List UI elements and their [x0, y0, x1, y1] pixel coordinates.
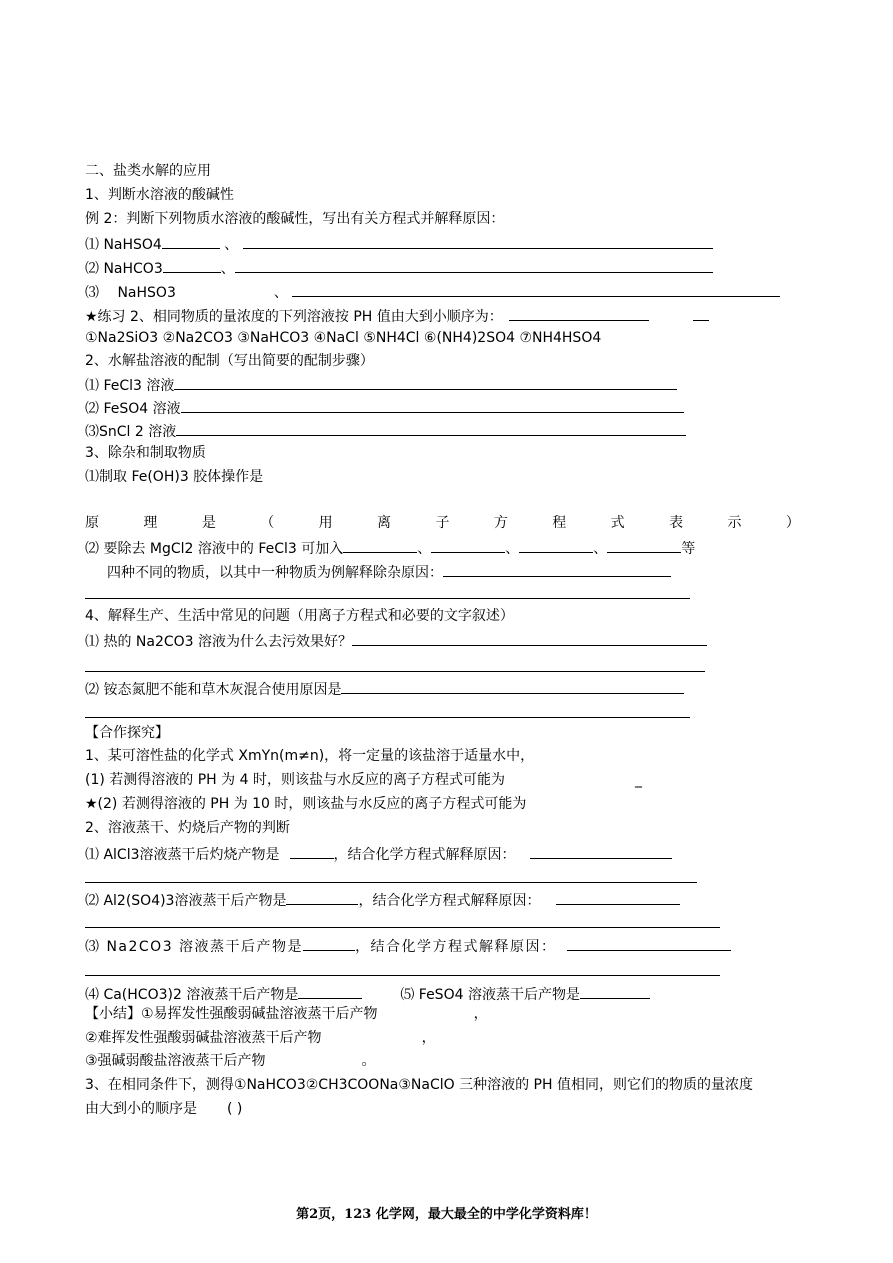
life-question-2-text: ⑵ 铵态氮肥不能和草木灰混合使用原因是 — [85, 682, 342, 698]
coop-question-1: 1、某可溶性盐的化学式 XmYn(m≠n)，将一定量的该盐溶于适量水中， — [85, 748, 535, 764]
practice-2-text: ★练习 2、相同物质的量浓度的下列溶液按 PH 值由大到小顺序为： — [85, 309, 503, 325]
separator: 、 — [224, 237, 239, 253]
answer-blank[interactable] — [85, 867, 697, 883]
question-1 — [85, 233, 713, 255]
feoh3-colloid: ⑴制取 Fe(OH)3 胶体操作是 — [85, 469, 264, 485]
life-question-1 — [85, 630, 707, 652]
principle-char: 子 — [435, 515, 450, 531]
answer-line — [85, 960, 720, 982]
evap-alcl3 — [85, 843, 672, 865]
prep-fecl3-label: ⑴ FeCl3 溶液 — [85, 378, 175, 394]
remove-fecl3-end: 等 — [681, 541, 696, 557]
answer-blank[interactable] — [235, 257, 713, 273]
question-3-formula: NaHSO3 — [117, 285, 176, 301]
answer-parentheses[interactable]: ( ) — [227, 1101, 243, 1117]
life-question-1-text: ⑴ 热的 Na2CO3 溶液为什么去污效果好？ — [85, 634, 353, 650]
question-3 — [85, 281, 780, 303]
answer-blank[interactable] — [556, 889, 680, 905]
answer-blank[interactable] — [519, 537, 593, 553]
principle-char: 方 — [493, 515, 508, 531]
answer-blank[interactable] — [607, 537, 681, 553]
separator: 、 — [273, 285, 288, 301]
principle-char: 离 — [377, 515, 392, 531]
principle-char: 理 — [143, 515, 158, 531]
heading-acidity: 1、判断水溶液的酸碱性 — [85, 187, 234, 203]
summary-1 — [85, 1004, 488, 1024]
answer-blank[interactable] — [290, 843, 334, 859]
answer-blank[interactable] — [85, 960, 720, 976]
heading-purification: 3、除杂和制取物质 — [85, 445, 206, 461]
evap-al2so43-reason: ，结合化学方程式解释原因： — [358, 893, 541, 909]
coop-question-1b: ★(2) 若测得溶液的 PH 为 10 时，则该盐与水反应的离子方程式可能为 — [85, 796, 527, 812]
evap-al2so43 — [85, 889, 680, 911]
principle-char: 表 — [669, 515, 684, 531]
coop-question-1a-text: (1) 若测得溶液的 PH 为 4 时，则该盐与水反应的离子方程式可能为 — [85, 772, 505, 788]
prep-feso4-label: ⑵ FeSO4 溶液 — [85, 401, 181, 417]
coop-question-1a — [85, 770, 642, 790]
evap-alcl3-reason: ，结合化学方程式解释原因： — [333, 847, 516, 863]
answer-line — [85, 912, 720, 934]
evap-alcl3-text: ⑴ AlCl3溶液蒸干后灼烧产物是 — [85, 847, 280, 863]
question-2 — [85, 257, 713, 279]
comma: ， — [473, 1006, 488, 1022]
prep-feso4 — [85, 397, 684, 419]
principle-char: 式 — [610, 515, 625, 531]
answer-blank[interactable] — [292, 281, 780, 297]
summary-1-text: 【小结】①易挥发性强酸弱碱盐溶液蒸干后产物 — [85, 1006, 378, 1022]
answer-blank[interactable] — [303, 935, 355, 951]
coop-question-3-end — [85, 1099, 242, 1119]
question-2-label: ⑵ NaHCO3 — [85, 261, 163, 277]
separator: 、 — [220, 261, 235, 277]
answer-line — [85, 583, 690, 605]
answer-blank[interactable] — [85, 583, 690, 599]
answer-blank[interactable] — [181, 397, 684, 413]
answer-blank[interactable] — [530, 843, 672, 859]
answer-blank[interactable] — [85, 912, 720, 928]
answer-blank[interactable] — [693, 305, 709, 321]
question-3-label: ⑶ — [85, 285, 104, 301]
principle-char: 原 — [85, 515, 99, 531]
principle-char: ） — [785, 515, 800, 531]
summary-3 — [85, 1051, 376, 1071]
evap-cahco32-text: ⑷ Ca(HCO3)2 溶液蒸干后产物是 — [85, 987, 299, 1003]
heading-daily-life: 4、解释生产、生活中常见的问题（用离子方程式和必要的文字叙述） — [85, 608, 514, 624]
page-footer: 第2页，123 化学网，最大最全的中学化学资料库！ — [296, 1207, 597, 1222]
section-title: 二、盐类水解的应用 — [85, 163, 211, 179]
question-1-label: ⑴ NaHSO4 — [85, 237, 162, 253]
coop-question-3: 3、在相同条件下，测得①NaHCO3②CH3COONa③NaClO 三种溶液的 PH 值相同，则它们的物质的量浓度 — [85, 1077, 753, 1093]
principle-char: 是 — [201, 515, 216, 531]
separator: 、 — [505, 541, 520, 557]
answer-blank[interactable] — [343, 537, 417, 553]
remove-fecl3-text: ⑵ 要除去 MgCl2 溶液中的 FeCl3 可加入 — [85, 541, 344, 557]
heading-preparation: 2、水解盐溶液的配制（写出简要的配制步骤） — [85, 353, 374, 369]
period: 。 — [361, 1053, 376, 1069]
answer-line — [85, 656, 705, 678]
answer-blank[interactable] — [243, 233, 713, 249]
evap-na2co3 — [85, 935, 731, 957]
principle-line — [85, 513, 800, 533]
summary-2-text: ②难挥发性强酸弱碱盐溶液蒸干后产物 — [85, 1030, 322, 1046]
prep-fecl3 — [85, 374, 677, 396]
prep-sncl2 — [85, 420, 686, 442]
heading-evaporation: 2、溶液蒸干、灼烧后产物的判断 — [85, 820, 290, 836]
principle-char: （ — [260, 515, 275, 531]
comma: ， — [421, 1030, 436, 1046]
life-question-2 — [85, 678, 684, 700]
heading-cooperation: 【合作探究】 — [85, 725, 169, 741]
answer-blank[interactable] — [443, 561, 671, 577]
evap-feso4-text: ⑸ FeSO4 溶液蒸干后产物是 — [400, 987, 580, 1003]
four-substances — [107, 561, 671, 583]
answer-blank[interactable] — [162, 233, 220, 249]
answer-blank[interactable] — [298, 983, 362, 999]
principle-char: 示 — [727, 515, 742, 531]
answer-blank[interactable] — [85, 702, 690, 718]
four-substances-text: 四种不同的物质，以其中一种物质为例解释除杂原因： — [107, 565, 443, 581]
answer-blank[interactable] — [509, 305, 649, 321]
evap-na2co3-text: ⑶ Na2CO3 溶液蒸干后产物是 — [85, 939, 304, 955]
answer-blank[interactable] — [176, 420, 686, 436]
answer-blank[interactable] — [352, 630, 707, 646]
principle-char: 用 — [318, 515, 333, 531]
principle-char: 程 — [552, 515, 567, 531]
answer-line — [85, 702, 690, 724]
answer-blank[interactable]: _ — [634, 772, 642, 788]
separator: 、 — [417, 541, 432, 557]
separator: 、 — [593, 541, 608, 557]
answer-blank[interactable] — [341, 678, 684, 694]
evap-al2so43-text: ⑵ Al2(SO4)3溶液蒸干后产物是 — [85, 893, 287, 909]
remove-fecl3 — [85, 537, 695, 559]
evap-cahco32-feso4 — [85, 983, 650, 1005]
answer-blank[interactable] — [580, 983, 650, 999]
summary-3-text: ③强碱弱酸盐溶液蒸干后产物 — [85, 1053, 266, 1069]
answer-blank[interactable] — [567, 935, 731, 951]
example-2: 例 2：判断下列物质水溶液的酸碱性，写出有关方程式并解释原因： — [85, 211, 505, 227]
answer-blank[interactable] — [174, 374, 677, 390]
answer-line — [85, 867, 697, 889]
answer-blank[interactable] — [85, 656, 705, 672]
practice-2 — [85, 305, 709, 327]
answer-blank[interactable] — [286, 889, 358, 905]
prep-sncl2-label: ⑶SnCl 2 溶液 — [85, 424, 177, 440]
answer-blank[interactable] — [431, 537, 505, 553]
substance-list: ①Na2SiO3 ②Na2CO3 ③NaHCO3 ④NaCl ⑤NH4Cl ⑥(NH4)2SO4 ⑦NH4HSO4 — [85, 330, 602, 346]
coop-question-3-text: 由大到小的顺序是 — [85, 1101, 197, 1117]
summary-2 — [85, 1028, 436, 1048]
answer-blank[interactable] — [163, 257, 221, 273]
evap-na2co3-reason: ，结合化学方程式解释原因： — [355, 939, 557, 955]
